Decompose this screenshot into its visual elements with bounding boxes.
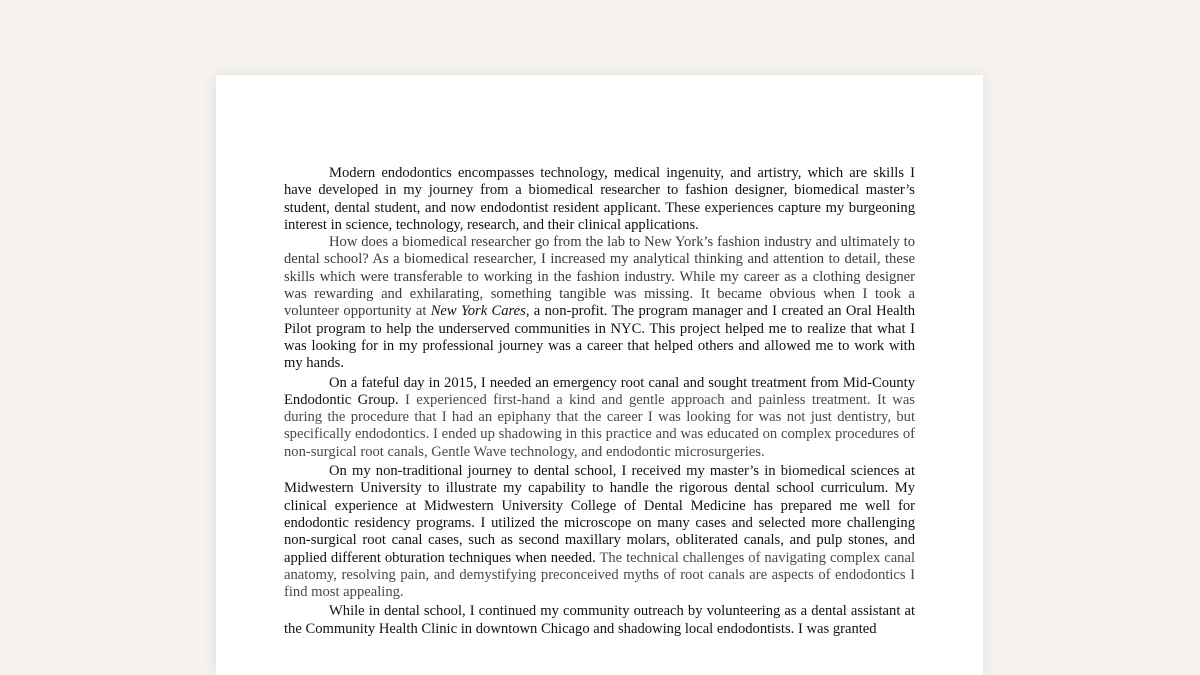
paragraph-text: How does a biomedical researcher go from the lab to New York’s fashion industry and ultimately to dental school? As a biomedical researcher, I increased my analytical thinking and attention to detail, these skills which were transferable to working in the fashion industry. While my career as a clothing designer was rewarding and exhilarating, something tangible was missing. It became obvious when I took a volunteer opportunity at <box>284 234 915 320</box>
paragraph-education <box>284 463 915 601</box>
paragraph-text: On my non-traditional journey to dental school, I received my master’s in biomedical sciences at Midwestern University to illustrate my capability to handle the rigorous dental school curriculum. My clinical experience at Midwestern University College of Dental Medicine has prepared me well for endodontic residency programs. I utilized the microscope on many cases and selected more challenging non-surgical root canal cases, such as second maxillary molars, obliterated canals, and pulp stones, and applied different obturation techniques when needed. <box>284 463 915 566</box>
organization-name-italic: New York Cares <box>430 303 526 320</box>
document-page <box>216 75 983 675</box>
paragraph-career-change <box>284 234 915 372</box>
paragraph-text: I experienced first-hand a kind and gentle approach and painless treatment. It was during the procedure that I had an epiphany that the career I was looking for was not just dentistry, but specifically endodontics. I ended up shadowing in this practice and was educated on complex procedures of non-surgical root canals, Gentle Wave technology, and endodontic microsurgeries. <box>284 391 915 460</box>
paragraph-text: , a non-profit. The program manager and I created an Oral Health Pilot program to help the underserved communities in NYC. This project helped me to realize that what I was looking for in my professional journey was a career that helped others and allowed me to work with my hands. <box>284 303 916 372</box>
paragraph-text: The technical challenges of navigating complex canal anatomy, resolving pain, and demystifying preconceived myths of root canals are aspects of endodontics I find most appealing. <box>284 549 915 601</box>
paragraph-text: Modern endodontics encompasses technology, medical ingenuity, and artistry, which are skills I have developed in my journey from a biomedical researcher to fashion designer, biomedical master’s student, dental student, and now endodontist resident applicant. These experiences capture my burgeoning interest in science, technology, research, and their clinical applications. <box>284 165 915 233</box>
paragraph-epiphany <box>284 375 915 461</box>
paragraph-intro <box>284 165 915 234</box>
paragraph-text: On a fateful day in 2015, I needed an emergency root canal and sought treatment from Mid-County Endodontic Group. <box>284 374 915 408</box>
paragraph-outreach <box>284 603 915 638</box>
paragraph-text: While in dental school, I continued my community outreach by volunteering as a dental assistant at the Community Health Clinic in downtown Chicago and shadowing local endodontists. I was granted <box>284 603 915 637</box>
document-body <box>284 165 915 638</box>
